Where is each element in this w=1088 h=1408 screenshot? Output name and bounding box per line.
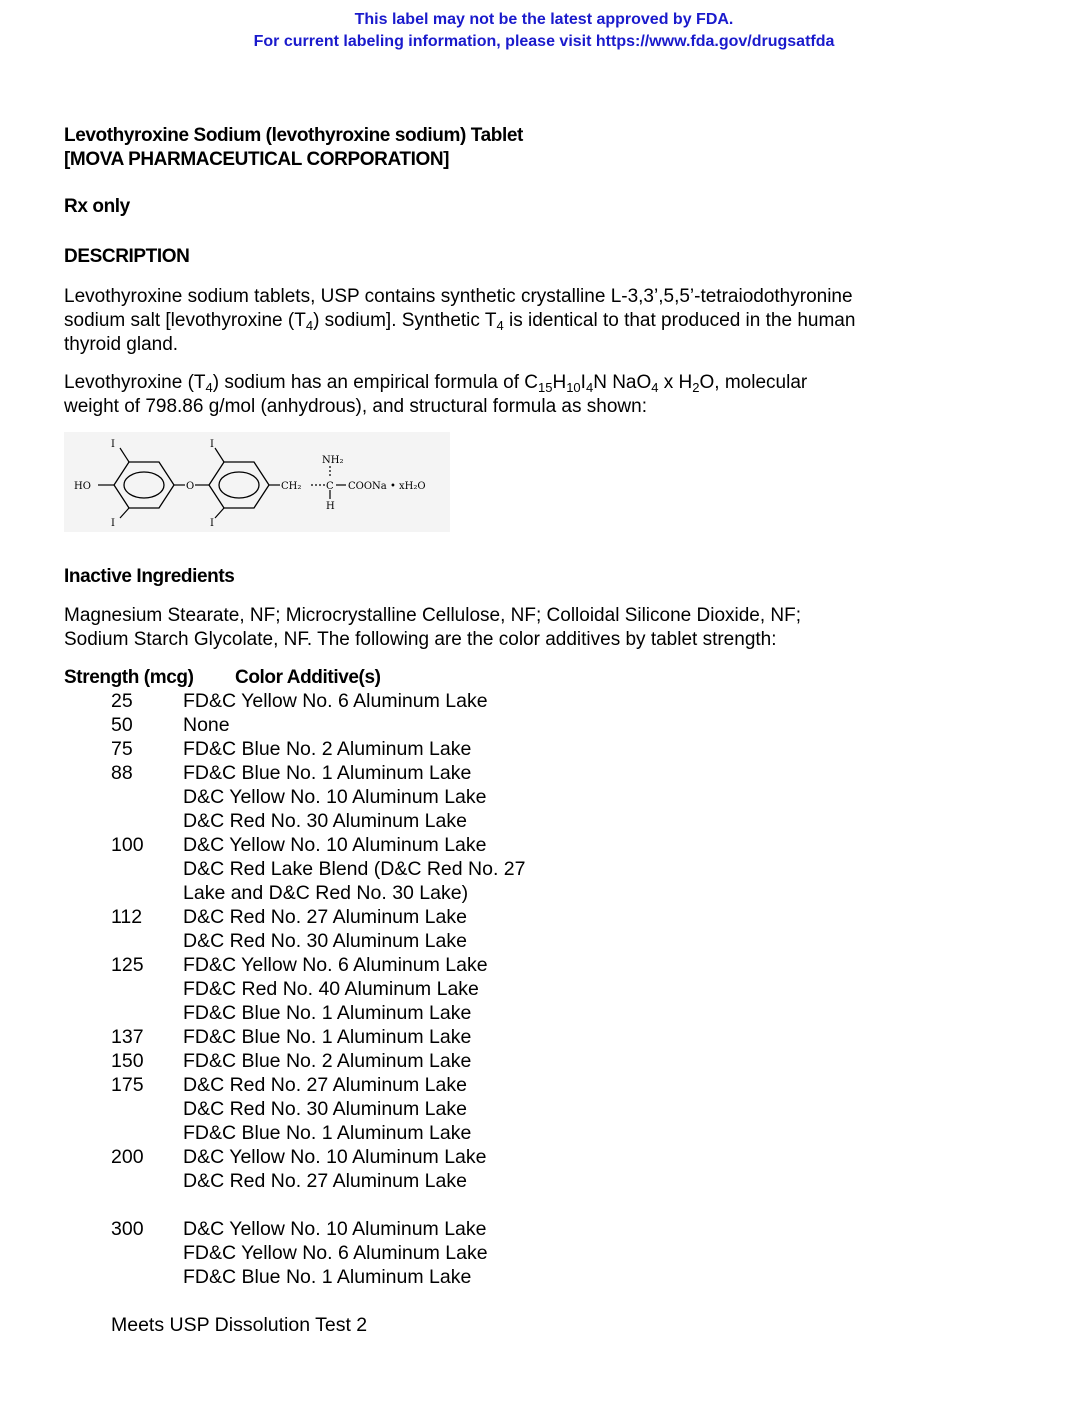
strength-cell: 112 (111, 906, 143, 928)
ether-oxygen-label: O (186, 481, 195, 492)
carboxylate-group-label: COONa • xH₂O (348, 481, 426, 492)
color-additive-cell: FD&C Blue No. 1 Aluminum Lake (183, 762, 472, 784)
color-additive-cell: D&C Yellow No. 10 Aluminum Lake (183, 834, 487, 856)
color-additive-cell: FD&C Red No. 40 Aluminum Lake (183, 978, 479, 1000)
disclaimer-line-1: This label may not be the latest approved by FDA. (354, 11, 734, 28)
p1-line-1: Levothyroxine sodium tablets, USP contains synthetic crystalline L-3,3’,5,5’-tetraiodothyronine (64, 286, 853, 307)
inactive-ingredients-text (64, 604, 1064, 652)
strength-cell: 175 (111, 1074, 144, 1096)
iodine-label: I (111, 518, 115, 529)
color-additive-cell: Lake and D&C Red No. 30 Lake) (183, 882, 469, 904)
table-header-color: Color Additive(s) (235, 667, 381, 688)
color-additive-cell: FD&C Blue No. 1 Aluminum Lake (183, 1266, 472, 1288)
color-additive-cell: D&C Red No. 27 Aluminum Lake (183, 906, 467, 928)
color-additive-cell: D&C Red No. 27 Aluminum Lake (183, 1170, 467, 1192)
iodine-label: I (111, 439, 115, 450)
color-additive-cell: D&C Yellow No. 10 Aluminum Lake (183, 1218, 487, 1240)
color-additive-cell: D&C Red No. 30 Aluminum Lake (183, 930, 467, 952)
iodine-label: I (210, 439, 214, 450)
description-paragraph-2 (64, 371, 1064, 419)
color-additive-cell: D&C Red Lake Blend (D&C Red No. 27 (183, 858, 526, 880)
strength-cell: 137 (111, 1026, 144, 1048)
color-additive-cell: D&C Yellow No. 10 Aluminum Lake (183, 786, 487, 808)
empirical-formula-line: Levothyroxine $(T_4)$ sodium has an empirical formula of $C_{15}H_{10}I_4N$ NaO$_4$ x $H_2O$, molecular (64, 372, 808, 395)
structural-formula-image (64, 432, 450, 532)
color-additive-cell: FD&C Yellow No. 6 Aluminum Lake (183, 690, 488, 712)
inactive-ingredients-heading: Inactive Ingredients (64, 566, 235, 587)
fda-disclaimer-banner (0, 9, 1088, 53)
inactive-line-1: Magnesium Stearate, NF; Microcrystalline Cellulose, NF; Colloidal Silicone Dioxide, NF; (64, 605, 802, 626)
structural-formula-svg (64, 432, 450, 532)
color-additive-cell: D&C Red No. 30 Aluminum Lake (183, 1098, 467, 1120)
table-header-strength: Strength (mcg) (64, 667, 194, 688)
strength-cell: 125 (111, 954, 144, 976)
color-additive-cell: FD&C Yellow No. 6 Aluminum Lake (183, 1242, 488, 1264)
color-additive-cell: D&C Red No. 27 Aluminum Lake (183, 1074, 467, 1096)
strength-cell: 300 (111, 1218, 144, 1240)
color-additive-cell: FD&C Blue No. 2 Aluminum Lake (183, 1050, 472, 1072)
color-additive-cell: FD&C Yellow No. 6 Aluminum Lake (183, 954, 488, 976)
molecular-weight-line: weight of 798.86 g/mol (anhydrous), and structural formula as shown: (64, 396, 647, 417)
iodine-label: I (210, 518, 214, 529)
hydrogen-label: H (326, 501, 335, 512)
strength-cell: 88 (111, 762, 133, 784)
p1-line-3: thyroid gland. (64, 334, 179, 355)
title-line-1: Levothyroxine Sodium (levothyroxine sodium) Tablet (64, 125, 523, 146)
color-additive-cell: FD&C Blue No. 1 Aluminum Lake (183, 1122, 472, 1144)
dissolution-note: Meets USP Dissolution Test 2 (111, 1314, 368, 1336)
p1-line-2: sodium salt [levothyroxine $(T_4)$ sodium]. Synthetic $T_4$ is identical to that produced in the human (64, 310, 856, 333)
color-additive-cell: FD&C Blue No. 1 Aluminum Lake (183, 1002, 472, 1024)
ho-group-label: HO (74, 481, 91, 492)
color-additive-cell: FD&C Blue No. 1 Aluminum Lake (183, 1026, 472, 1048)
rx-only-label: Rx only (64, 196, 130, 217)
color-additive-cell: D&C Red No. 30 Aluminum Lake (183, 810, 467, 832)
strength-cell: 200 (111, 1146, 144, 1168)
document-title (64, 124, 523, 172)
strength-cell: 50 (111, 714, 133, 736)
ch2-group-label: CH₂ (281, 481, 302, 492)
description-paragraph-1 (64, 285, 1064, 357)
strength-cell: 25 (111, 690, 133, 712)
color-additive-cell: FD&C Blue No. 2 Aluminum Lake (183, 738, 472, 760)
strength-cell: 100 (111, 834, 144, 856)
nh2-group-label: NH₂ (322, 455, 344, 466)
description-heading: DESCRIPTION (64, 246, 190, 267)
inactive-line-2: Sodium Starch Glycolate, NF. The following are the color additives by tablet strength: (64, 629, 777, 650)
alpha-carbon-label: C (326, 481, 334, 492)
disclaimer-line-2: For current labeling information, please visit https://www.fda.gov/drugsatfda (253, 33, 835, 50)
title-manufacturer: [MOVA PHARMACEUTICAL CORPORATION] (64, 149, 450, 170)
color-additive-cell: None (183, 714, 230, 736)
strength-cell: 150 (111, 1050, 144, 1072)
strength-cell: 75 (111, 738, 133, 760)
color-additive-cell: D&C Yellow No. 10 Aluminum Lake (183, 1146, 487, 1168)
